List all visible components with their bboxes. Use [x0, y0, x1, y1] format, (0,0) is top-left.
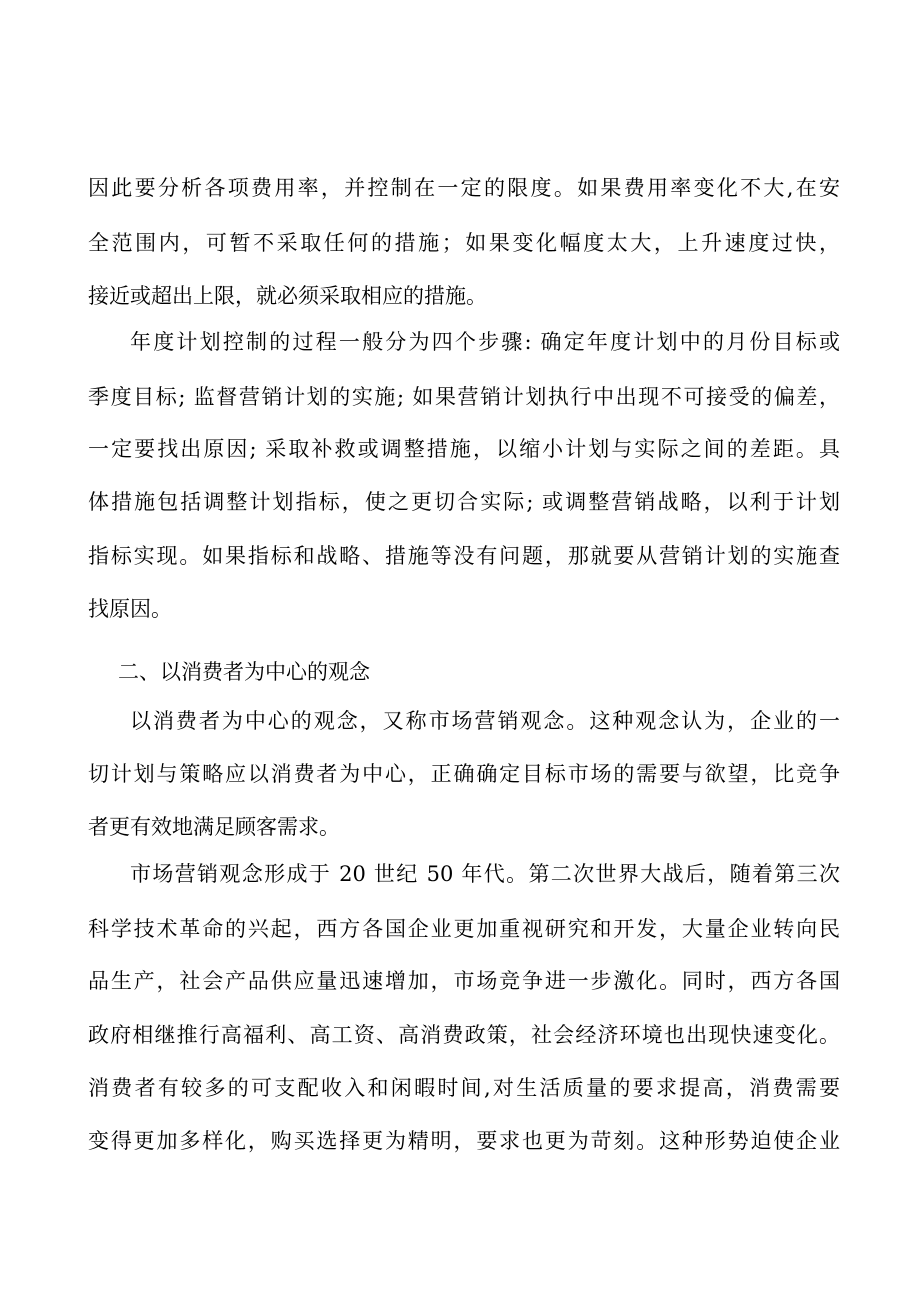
paragraph-2-line-3: 一定要找出原因; 采取补救或调整措施，以缩小计划与实际之间的差距。具: [88, 437, 840, 461]
paragraph-2-line-4: 体措施包括调整计划指标，使之更切合实际; 或调整营销战略，以利于计划: [88, 490, 840, 514]
paragraph-3-line-3: 者更有效地满足顾客需求。: [88, 815, 340, 839]
paragraph-3-line-2: 切计划与策略应以消费者为中心，正确确定目标市场的需要与欲望，比竞争: [88, 762, 840, 786]
paragraph-4-line-1: 市场营销观念形成于 20 世纪 50 年代。第二次世界大战后，随着第三次: [130, 862, 840, 886]
paragraph-2-line-5: 指标实现。如果指标和战略、措施等没有问题，那就要从营销计划的实施查: [88, 544, 840, 568]
paragraph-4-line-6: 变得更加多样化，购买选择更为精明，要求也更为苛刻。这种形势迫使企业: [88, 1129, 840, 1153]
paragraph-2-line-1: 年度计划控制的过程一般分为四个步骤: 确定年度计划中的月份目标或: [130, 330, 840, 354]
section-heading: 二、以消费者为中心的观念: [118, 660, 370, 684]
paragraph-2-line-6: 找原因。: [88, 597, 172, 621]
paragraph-2-line-2: 季度目标; 监督营销计划的实施; 如果营销计划执行中出现不可接受的偏差，: [88, 385, 840, 409]
paragraph-4-line-5: 消费者有较多的可支配收入和闲暇时间,对生活质量的要求提高，消费需要: [88, 1076, 840, 1100]
paragraph-3-line-1: 以消费者为中心的观念，又称市场营销观念。这种观念认为，企业的一: [130, 709, 840, 733]
paragraph-4-line-2: 科学技术革命的兴起，西方各国企业更加重视研究和开发，大量企业转向民: [88, 917, 840, 941]
paragraph-1-line-2: 全范围内，可暂不采取任何的措施；如果变化幅度太大，上升速度过快，: [88, 231, 840, 255]
paragraph-1-line-3: 接近或超出上限，就必须采取相应的措施。: [88, 284, 487, 308]
paragraph-4-line-3: 品生产，社会产品供应量迅速增加，市场竞争进一步激化。同时，西方各国: [88, 969, 840, 993]
paragraph-4-line-4: 政府相继推行高福利、高工资、高消费政策，社会经济环境也出现快速变化。: [88, 1023, 840, 1047]
paragraph-1-line-1: 因此要分析各项费用率，并控制在一定的限度。如果费用率变化不大,在安: [88, 176, 840, 200]
